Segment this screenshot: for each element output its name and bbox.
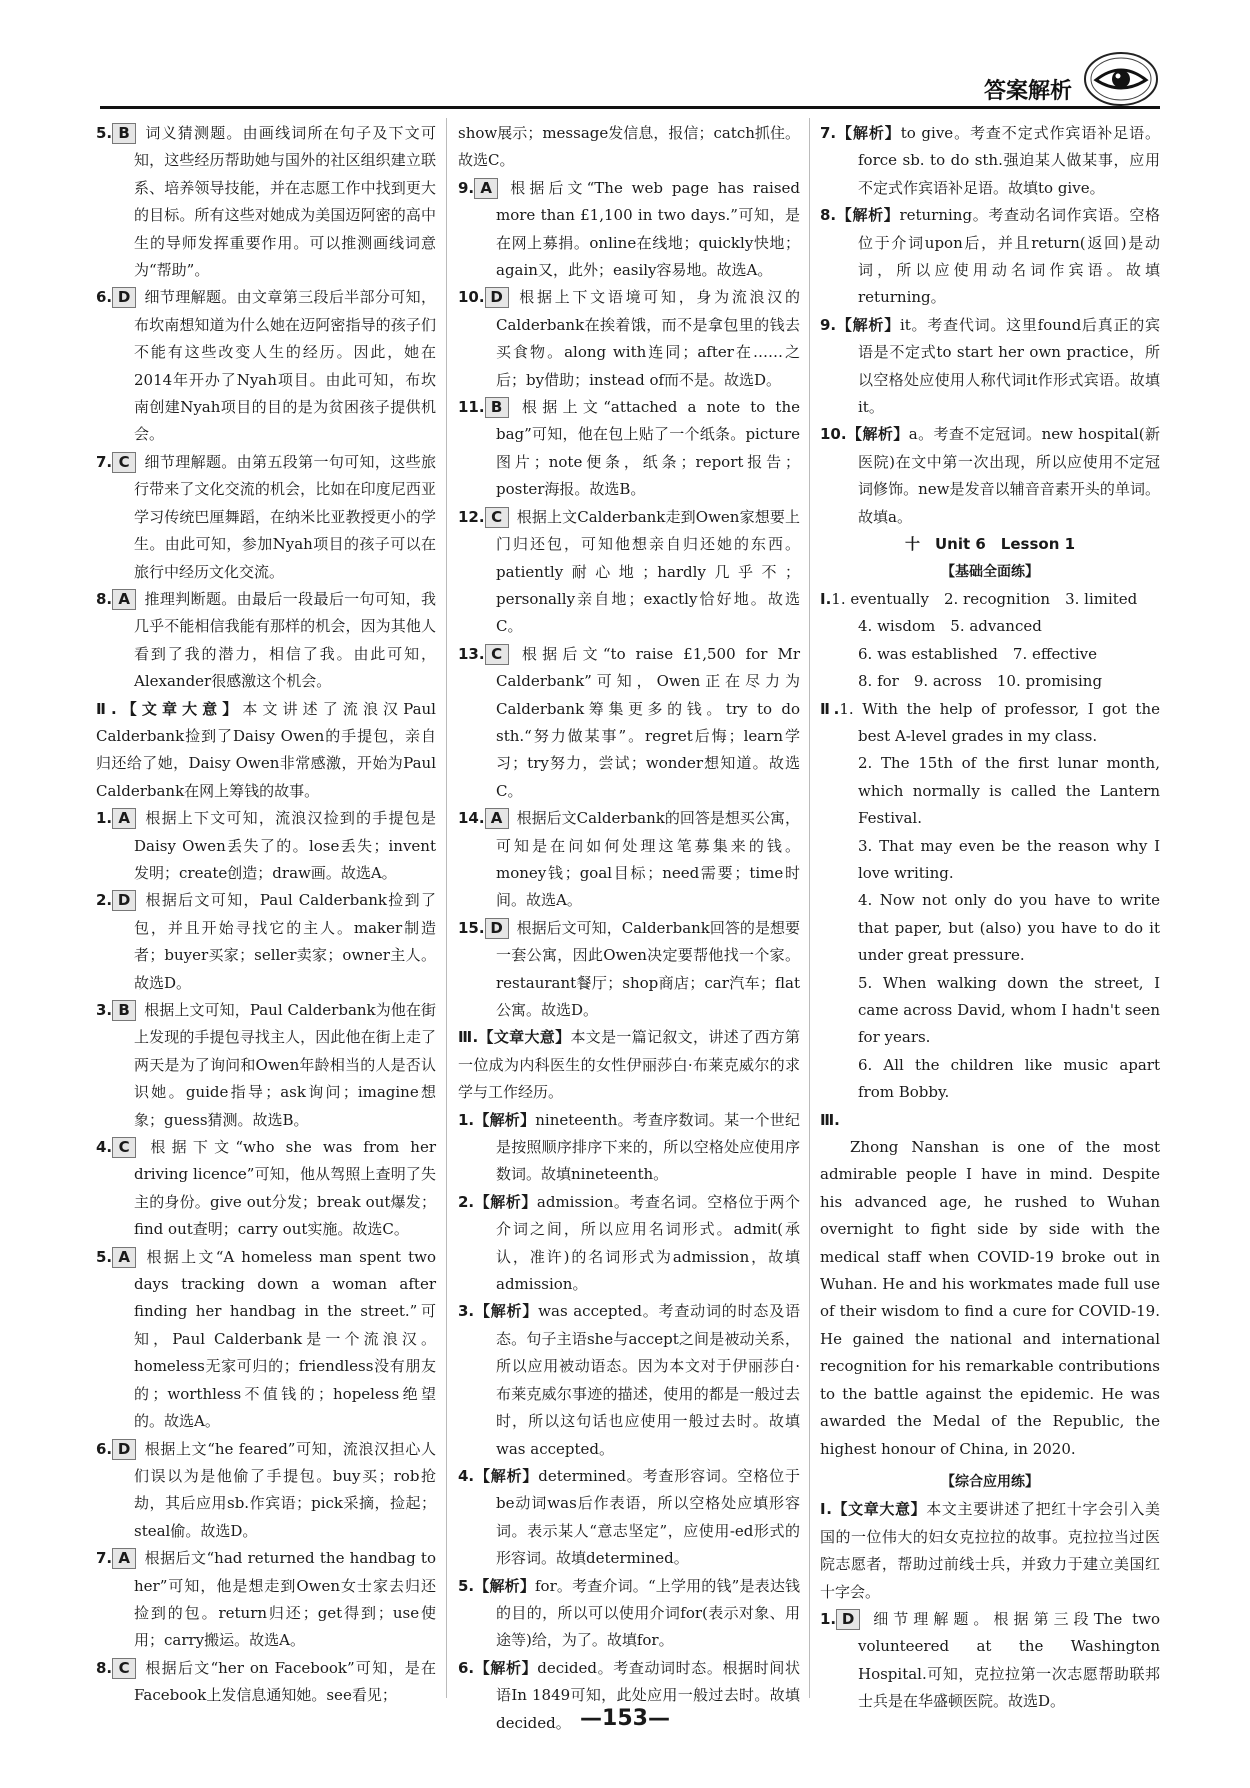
summary-text: 本文主要讲述了把红十字会引入美国的一位伟大的妇女克拉拉的故事。克拉拉当过医院志愿者，帮助过前线士兵，并致力于建立美国红十字会。	[820, 1500, 1160, 1601]
answer-item	[96, 1244, 436, 1436]
part1-answers	[820, 586, 1160, 696]
part3-label: Ⅲ.	[820, 1110, 840, 1129]
answer-item	[458, 1298, 800, 1462]
question-number: 7.	[96, 1549, 113, 1568]
answer-item	[458, 504, 800, 641]
explanation-text: 根据上下文语境可知，身为流浪汉的Calderbank在挨着饿，而不是拿包里的钱去买食物。along with连同；after在……之后；by借助；instead of而不是。故选D。	[496, 288, 800, 389]
analysis-tag: 【解析】	[474, 1658, 538, 1677]
part4-summary	[820, 1496, 1160, 1606]
comprehensive-practice-title: 【综合应用练】	[941, 1473, 1039, 1490]
summary-tag: 【文章大意】	[831, 1500, 927, 1519]
answer-item	[458, 641, 800, 805]
question-number: 5.	[96, 1247, 113, 1266]
explanation-text: 根据上下文可知，流浪汉捡到的手提包是Daisy Owen丢失了的。lose丢失；invent发明；create创造；draw画。故选A。	[134, 809, 436, 882]
question-number: 4.	[96, 1138, 113, 1157]
answer-item	[96, 586, 436, 696]
answer-box: B	[112, 123, 136, 144]
answer-box: D	[485, 918, 509, 939]
explanation-text: 根据上文“he feared”可知，流浪汉担心人们误以为是他偷了手提包。buy买；rob抢劫，其后应用sb.作宾语；pick采摘，捡起；steal偷。故选D。	[134, 1439, 436, 1540]
explanation-text: 根据上文Calderbank走到Owen家想要上门归还包，可知他想亲自归还她的东西。patiently耐心地；hardly几乎不；personally亲自地；exactly恰好地。故选C。	[496, 507, 800, 636]
part2-item: 3. That may even be the reason why I love writing.	[858, 836, 1160, 882]
analysis-tag: 【解析】	[836, 206, 900, 225]
question-number: 15.	[458, 918, 485, 937]
explanation-text: nineteenth。考查序数词。某一个世纪是按照顺序排序下来的，所以空格处应使用序数词。故填nineteenth。	[496, 1110, 800, 1184]
answer-item	[458, 1573, 800, 1655]
question-number: 8.	[820, 206, 837, 225]
answer-box: B	[485, 397, 509, 418]
answer-box: C	[485, 644, 509, 665]
question-number: 5.	[458, 1576, 475, 1595]
question-number: 7.	[820, 124, 837, 142]
answer-box: D	[112, 890, 136, 911]
answer-item	[96, 997, 436, 1134]
question-number: 11.	[458, 398, 485, 417]
answer-box: C	[112, 1658, 136, 1679]
article-summary	[96, 696, 436, 806]
page-header	[0, 60, 1250, 110]
explanation-text: to give。考查不定式作宾语补足语。force sb. to do sth.强迫某人做某事，应用不定式作宾语补足语。故填to give。	[858, 124, 1160, 197]
summary-text: 本文讲述了流浪汉Paul Calderbank捡到了Daisy Owen的手提包，亲自归还给了她，Daisy Owen非常感激，开始为Paul Calderbank在网上筹钱的故事。	[96, 699, 436, 800]
part3-text: Zhong Nanshan is one of the most admirable people I have in mind. Despite his advanced age, he rushed to Wuhan overnight to fight side by side with the medical staff when COVID-19 broke out in Wuhan. He and his workmates made full use of their wisdom to find a cure for COVID-19. He gained the national and international recognition for his remarkable contributions to the battle against the epidemic. He was awarded the Medal of the Republic, the highest honour of China, in 2020.	[820, 1138, 1160, 1458]
continued-text: show展示；message发信息，报信；catch抓住。故选C。	[458, 124, 800, 170]
part1-line: 6. was established 7. effective	[858, 644, 1097, 663]
question-number: 9.	[820, 315, 837, 334]
answer-item	[458, 175, 800, 285]
explanation-text: determined。考查形容词。空格位于be动词was后作表语，所以空格处应填形容词。表示某人“意志坚定”，应使用-ed形式的形容词。故填determined。	[496, 1466, 800, 1568]
part1-line: 8. for 9. across 10. promising	[858, 672, 1103, 691]
answer-box: A	[474, 178, 498, 199]
header-rule	[100, 106, 1160, 109]
part2-label: Ⅱ.	[820, 699, 840, 718]
question-number: 8.	[96, 589, 113, 608]
summary-tag: 【文章大意】	[478, 1028, 571, 1047]
answer-item	[820, 312, 1160, 422]
answer-item	[96, 887, 436, 997]
eye-logo-icon	[1082, 50, 1160, 108]
analysis-tag: 【解析】	[836, 124, 901, 142]
answer-box: C	[485, 507, 509, 528]
answer-item	[96, 1134, 436, 1244]
analysis-tag: 【解析】	[474, 1466, 539, 1485]
question-number: 1.	[820, 1609, 837, 1628]
explanation-text: 细节理解题。由文章第三段后半部分可知，布坎南想知道为什么她在迈阿密指导的孩子们不能有这些改变人生的经历。因此，她在2014年开办了Nyah项目。由此可知，布坎南创建Nyah项目的目的是为贫困孩子提供机会。	[134, 288, 436, 444]
question-number: 13.	[458, 644, 485, 663]
question-number: 3.	[96, 1001, 113, 1019]
explanation-text: 根据后文Calderbank的回答是想买公寓，可知是在问如何处理这笔募集来的钱。money钱；goal目标；need需要；time时间。故选A。	[496, 809, 800, 910]
explanation-text: 根据上文可知，Paul Calderbank为他在街上发现的手提包寻找主人，因此他在街上走了两天是为了询问和Owen年龄相当的人是否认识她。guide指导；ask询问；imagine想象；guess猜测。故选B。	[134, 1001, 436, 1129]
explanation-text: it。考查代词。这里found后真正的宾语是不定式to start her own practice，所以空格处应使用人称代词it作形式宾语。故填it。	[858, 315, 1160, 417]
explanation-text: decided。考查动词时态。根据时间状语In 1849可知，此处应用一般过去时。故填decided。	[496, 1658, 800, 1732]
answer-item	[458, 915, 800, 1025]
question-number: 6.	[96, 1439, 113, 1458]
part2-item: 1. With the help of professor, I got the best A-level grades in my class.	[839, 699, 1160, 745]
answer-box: A	[112, 1247, 136, 1268]
explanation-text: 根据后文“her on Facebook”可知，是在Facebook上发信息通知她。see看见；	[134, 1658, 436, 1705]
explanation-text: 根据上文“attached a note to the bag”可知，他在包上贴了一个纸条。picture图片；note便条，纸条；report报告；poster海报。故选B。	[496, 398, 800, 499]
part2-item: 5. When walking down the street, I came across David, whom I hadn't seen for years.	[858, 973, 1160, 1047]
question-number: 10.	[458, 288, 485, 307]
answer-box: C	[112, 452, 136, 473]
part4-label: Ⅰ.	[820, 1500, 832, 1519]
answer-item	[458, 1463, 800, 1573]
question-explanation: 细节理解题。根据第三段The two volunteered at the Washington Hospital.可知，克拉拉第一次志愿帮助联邦士兵是在华盛顿医院。故选D。	[858, 1609, 1160, 1711]
header-title: 答案解析	[983, 79, 1072, 104]
answer-item	[458, 284, 800, 394]
answer-item	[458, 805, 800, 915]
column-middle	[458, 120, 800, 1737]
part2-item: 4. Now not only do you have to write that paper, but (also) you have to do it under great pressure.	[858, 891, 1160, 965]
explanation-text: a。考查不定冠词。new hospital(新医院)在文中第一次出现，所以应使用不定冠词修饰。new是发音以辅音音素开头的单词。故填a。	[858, 425, 1160, 526]
explanation-text: 词义猜测题。由画线词所在句子及下文可知，这些经历帮助她与国外的社区组织建立联系、培养领导技能，并在志愿工作中找到更大的目标。所有这些对她成为美国迈阿密的高中生的导师发挥重要作用。可以推测画线词意为“帮助”。	[134, 124, 436, 280]
question-number: 6.	[96, 288, 113, 307]
answer-box: D	[485, 287, 509, 308]
question-number: 14.	[458, 809, 485, 828]
explanation-text: 根据后文“had returned the handbag to her”可知，他是想走到Owen女士家去归还捡到的包。return归还；get得到；use使用；carry搬运。故选A。	[134, 1549, 436, 1650]
question-number: 7.	[96, 452, 113, 471]
question-number: 1.	[96, 809, 113, 828]
explanation-text: 根据后文可知，Paul Calderbank捡到了包，并且开始寻找它的主人。maker制造者；buyer买家；seller卖家；owner主人。故选D。	[134, 891, 436, 992]
part1-line: 1. eventually 2. recognition 3. limited	[831, 589, 1138, 608]
answer-box: D	[836, 1609, 860, 1630]
answer-item	[96, 1655, 436, 1710]
answer-item	[96, 805, 436, 887]
explanation-text: 根据后文可知，Calderbank回答的是想要一套公寓，因此Owen决定要帮他找一个家。restaurant餐厅；shop商店；car汽车；flat公寓。故选D。	[496, 918, 800, 1019]
summary-text: 本文是一篇记叙文，讲述了西方第一位成为内科医生的女性伊丽莎白·布莱克威尔的求学与工作经历。	[458, 1028, 800, 1102]
answer-item	[820, 202, 1160, 312]
answer-item	[96, 120, 436, 284]
analysis-tag: 【解析】	[474, 1192, 537, 1211]
answer-box: D	[112, 287, 136, 308]
explanation-text: 根据下文“who she was from her driving licence”可知，他从驾照上查明了失主的身份。give out分发；break out爆发；find out查明；carry out实施。故选C。	[134, 1138, 436, 1239]
answer-item	[96, 449, 436, 586]
summary-tag: 【文章大意】	[116, 699, 243, 718]
column-divider	[809, 118, 810, 1698]
explanation-text: for。考查介词。“上学用的钱”是表达钱的目的，所以可以使用介词for(表示对象、用途等)给，为了。故填for。	[496, 1576, 800, 1650]
part2-item: 6. All the children like music apart from Bobby.	[858, 1055, 1160, 1102]
explanation-text: 根据上文“A homeless man spent two days tracking down a woman after finding her handbag in the street.”可知，Paul Calderbank是一个流浪汉。homeless无家可归的；friendless没有朋友的；worthless不值钱的；hopeless绝望的。故选A。	[134, 1247, 436, 1431]
question-number: 2.	[96, 891, 113, 910]
question-number: 12.	[458, 507, 485, 526]
column-divider	[446, 118, 447, 1698]
explanation-text: returning。考查动名词作宾语。空格位于介词upon后，并且return(返回)是动词，所以应使用动名词作宾语。故填returning。	[858, 206, 1160, 307]
question-number: 6.	[458, 1658, 475, 1677]
question-number: 4.	[458, 1466, 475, 1485]
explanation-text: 推理判断题。由最后一段最后一句可知，我几乎不能相信我能有那样的机会，因为其他人看到了我的潜力，相信了我。由此可知，Alexander很感激这个机会。	[134, 589, 436, 691]
page-number: —153—	[580, 1706, 670, 1731]
question-number: 9.	[458, 178, 475, 197]
analysis-tag: 【解析】	[846, 425, 909, 444]
explanation-text: 根据后文“to raise £1,500 for Mr Calderbank”可知，Owen正在尽力为Calderbank筹集更多的钱。try to do sth.“努力做某事”。regret后悔；learn学习；try努力，尝试；wonder想知道。故选C。	[496, 644, 800, 800]
answer-item	[96, 284, 436, 448]
explanation-text: was accepted。考查动词的时态及语态。句子主语she与accept之间是被动关系，所以应用被动语态。因为本文对于伊丽莎白·布莱克威尔事迹的描述，使用的都是一般过去时，所以这句话也应使用一般过去时。故填was accepted。	[496, 1302, 800, 1458]
answer-box: A	[485, 808, 509, 829]
question-number: 2.	[458, 1192, 475, 1211]
answer-item	[820, 421, 1160, 531]
part4-question	[820, 1606, 1160, 1716]
explanation-text: admission。考查名词。空格位于两个介词之间，所以应用名词形式。admit(承认，准许)的名词形式为admission，故填admission。	[496, 1192, 800, 1294]
answer-item	[458, 1107, 800, 1189]
answer-box: A	[112, 1548, 136, 1569]
answer-box: C	[112, 1137, 136, 1158]
explanation-text: 细节理解题。由第五段第一句可知，这些旅行带来了文化交流的机会，比如在印度尼西亚学习传统巴厘舞蹈，在纳米比亚教授更小的学生。由此可知，参加Nyah项目的孩子可以在旅行中经历文化交流。	[134, 452, 436, 581]
article-summary	[458, 1024, 800, 1106]
question-number: 3.	[458, 1302, 475, 1321]
basic-practice-title: 【基础全面练】	[941, 563, 1039, 580]
unit-title: 十 Unit 6 Lesson 1	[904, 535, 1076, 554]
column-left	[96, 120, 436, 1710]
explanation-text: 根据后文“The web page has raised more than £1,100 in two days.”可知，是在网上募捐。online在线地；quickly快地；again又，此外；easily容易地。故选A。	[496, 178, 800, 280]
analysis-tag: 【解析】	[474, 1110, 536, 1129]
answer-item	[96, 1436, 436, 1546]
analysis-tag: 【解析】	[836, 315, 900, 334]
answer-item	[96, 1545, 436, 1655]
part2-item: 2. The 15th of the first lunar month, which normally is called the Lantern Festival.	[858, 754, 1160, 828]
question-number: 1.	[458, 1110, 475, 1129]
question-number: 5.	[96, 124, 113, 142]
section-label: Ⅱ.	[96, 699, 117, 718]
analysis-tag: 【解析】	[474, 1302, 539, 1321]
answer-item	[458, 394, 800, 504]
section-label: Ⅲ.	[458, 1028, 479, 1047]
column-right	[820, 120, 1160, 1716]
answer-box: B	[112, 1000, 136, 1021]
answer-box: A	[112, 589, 136, 610]
answer-item	[820, 120, 1160, 202]
answer-box: D	[112, 1439, 136, 1460]
answer-box: A	[112, 808, 136, 829]
analysis-tag: 【解析】	[474, 1576, 535, 1595]
question-number: 8.	[96, 1658, 113, 1677]
part1-line: 4. wisdom 5. advanced	[858, 617, 1042, 636]
part2-answers	[820, 696, 1160, 1107]
col3-answers	[820, 120, 1160, 531]
question-number: 10.	[820, 425, 847, 444]
part1-label: Ⅰ.	[820, 589, 832, 608]
answer-item	[458, 1189, 800, 1299]
